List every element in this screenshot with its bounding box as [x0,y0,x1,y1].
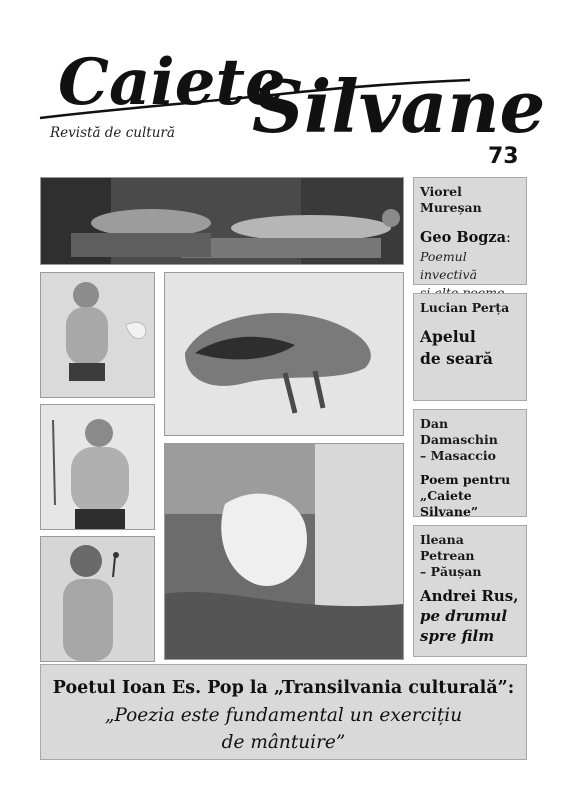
painting-animal [164,272,404,436]
painting-lamentation [40,177,404,265]
title-1-colon: : [506,230,511,246]
feature-quote-line1: „Poezia este fundamental un exercițiu [104,705,463,726]
photo-boy-1 [40,272,155,398]
author-3-line2: – Masaccio [420,448,496,463]
sidebar-box-2 [413,293,527,401]
title-1-name: Geo Bogza [420,229,507,246]
author-4-line2: – Păușan [420,564,482,579]
title-4-line1: Andrei Rus, [420,587,519,605]
author-4-line1: Ileana Petrean [420,532,475,563]
subtitle-1-line1: Poemul invectivă [420,249,478,282]
feature-headline: Poetul Ioan Es. Pop la „Transilvania culturală”: [52,678,515,698]
title-2-line1: Apelul [420,327,476,346]
photo-boy-2 [40,404,155,530]
issue-number: 73 [488,144,519,169]
painting-abstract [164,443,404,660]
sidebar-box-1 [413,177,527,285]
title-2-line2: de seară [420,349,493,368]
title-1 [420,228,520,248]
feature-banner [40,664,527,760]
author-3-line1: Dan Damaschin [420,416,498,447]
title-3-line1: Poem pentru [420,472,511,487]
author-1: Viorel Mureșan [420,184,482,215]
title-3-line2: „Caiete Silvane” [420,488,479,519]
sidebar-box-4 [413,525,527,657]
title-4-line2: pe drumul [420,607,508,625]
title-silvane: Silvane [252,64,546,149]
author-2: Lucian Perța [420,300,510,315]
tagline: Revistă de cultură [50,125,175,141]
sidebar-box-3 [413,409,527,517]
title-caiete: Caiete [58,45,286,120]
photo-boy-3 [40,536,155,662]
masthead-logo [0,0,566,172]
title-4-line3: spre film [420,627,495,645]
masthead [0,0,566,172]
feature-quote-line2: de mântuire” [221,732,346,753]
